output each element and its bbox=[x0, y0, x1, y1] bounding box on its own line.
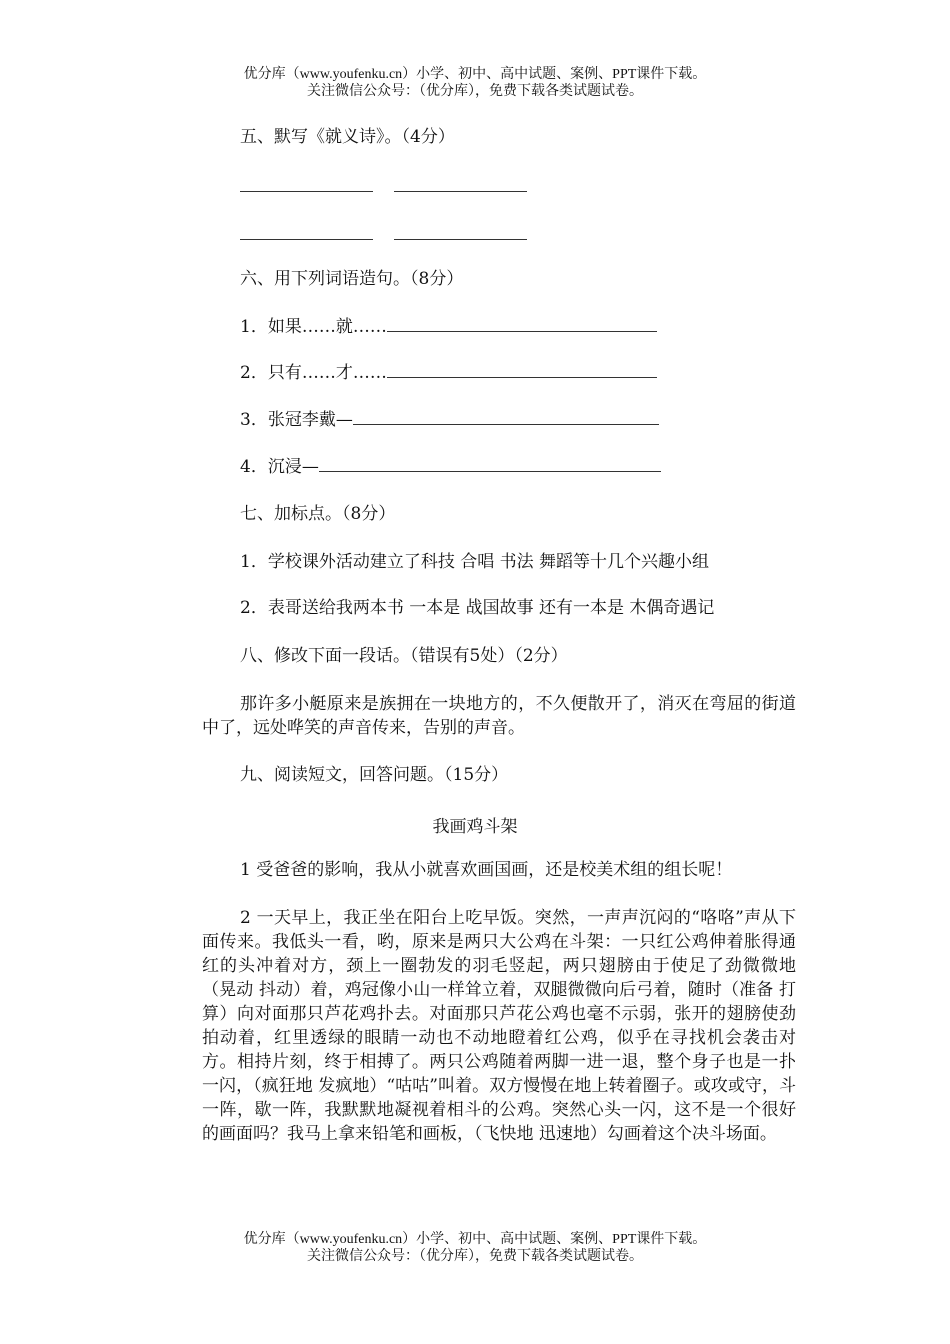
item-text: 3．张冠李戴— bbox=[240, 410, 353, 430]
footer-line-1: 优分库（www.youfenku.cn）小学、初中、高中试题、案例、PPT课件下载。 bbox=[243, 1232, 707, 1247]
page-footer bbox=[0, 1231, 950, 1265]
section7-item-1: 1．学校课外活动建立了科技 合唱 书法 舞蹈等十几个兴趣小组 bbox=[240, 552, 710, 572]
answer-blank[interactable] bbox=[240, 177, 373, 192]
section7-title: 七、加标点。（8分） bbox=[240, 504, 396, 524]
header-line-2: 关注微信公众号：（优分库），免费下载各类试题试卷。 bbox=[307, 84, 643, 99]
section9-title: 九、阅读短文，回答问题。（15分） bbox=[240, 765, 509, 785]
section6-title: 六、用下列词语造句。（8分） bbox=[240, 269, 464, 289]
section5-title: 五、默写《就义诗》。（4分） bbox=[240, 127, 455, 147]
article-paragraph-2: 2 一天早上，我正坐在阳台上吃早饭。突然，一声声沉闷的“咯咯”声从下面传来。我低头一看，哟，原来是两只大公鸡在斗架：一只红公鸡伸着胀得通红的头冲着对方，颈上一圈勃发的羽毛竖起，两只翅膀由于使足了劲微微地（晃动 抖动）着，鸡冠像小山一样耸立着，双腿微微向后弓着，随时（准备 打算）向对面那只芦花鸡扑去。对面那只芦花公鸡也毫不示弱，张开的翅膀使劲拍动着，红里透绿的眼睛一动也不动地瞪着红公鸡，似乎在寻找机会袭击对方。相持片刻，终于相搏了。两只公鸡随着两脚一进一退，整个身子也是一扑一闪，（疯狂地 发疯地）“咕咕”叫着。双方慢慢在地上转着圈子。或攻或守，斗一阵，歇一阵，我默默地凝视着相斗的公鸡。突然心头一闪，这不是一个很好的画面吗？我马上拿来铅笔和画板，（飞快地 迅速地）勾画着这个决斗场面。 bbox=[202, 908, 796, 1144]
section5-blank-row-2 bbox=[240, 224, 527, 246]
answer-blank[interactable] bbox=[319, 457, 661, 472]
article-title: 我画鸡斗架 bbox=[432, 817, 518, 837]
section6-item-1 bbox=[240, 316, 657, 338]
section5-blank-row-1 bbox=[240, 176, 527, 198]
header-line-1: 优分库（www.youfenku.cn）小学、初中、高中试题、案例、PPT课件下载。 bbox=[243, 67, 707, 82]
article-paragraph-1: 1 受爸爸的影响，我从小就喜欢画国画，还是校美术组的组长呢！ bbox=[240, 860, 733, 880]
section8-title: 八、修改下面一段话。（错误有5处）（2分） bbox=[240, 646, 568, 666]
section6-item-4 bbox=[240, 456, 661, 478]
answer-blank[interactable] bbox=[387, 363, 657, 378]
answer-blank[interactable] bbox=[240, 225, 373, 240]
answer-blank[interactable] bbox=[387, 317, 657, 332]
item-text: 4．沉浸— bbox=[240, 457, 319, 477]
answer-blank[interactable] bbox=[394, 225, 527, 240]
answer-blank[interactable] bbox=[353, 410, 659, 425]
section6-item-3 bbox=[240, 409, 659, 431]
section6-item-2 bbox=[240, 362, 657, 384]
page-header bbox=[0, 66, 950, 100]
section8-paragraph: 那许多小艇原来是族拥在一块地方的，不久便散开了，消灭在弯屈的街道中了，远处哗笑的声音传来，告别的声音。 bbox=[202, 694, 796, 738]
section7-item-2: 2．表哥送给我两本书 一本是 战国故事 还有一本是 木偶奇遇记 bbox=[240, 598, 715, 618]
footer-line-2: 关注微信公众号：（优分库），免费下载各类试题试卷。 bbox=[307, 1249, 643, 1264]
item-text: 1．如果……就…… bbox=[240, 317, 387, 337]
answer-blank[interactable] bbox=[394, 177, 527, 192]
item-text: 2．只有……才…… bbox=[240, 363, 387, 383]
